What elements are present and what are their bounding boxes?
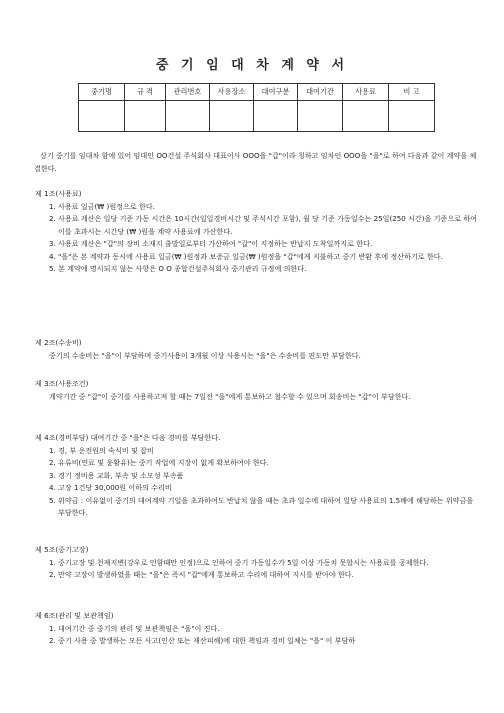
list-number: 5. bbox=[49, 264, 56, 273]
article-heading: 제 5조(중기고장) bbox=[35, 545, 89, 554]
list-item bbox=[35, 238, 480, 251]
article-2 bbox=[35, 337, 480, 362]
list-item bbox=[35, 635, 480, 648]
article-6 bbox=[35, 610, 480, 648]
list-item bbox=[35, 495, 480, 520]
table-cell[interactable] bbox=[166, 101, 210, 132]
table-header-cell: 사용료 bbox=[343, 84, 389, 101]
list-text: 본 계약에 명시되지 않는 사항은 O O 종합건설주식회사 중기관리 규정에 의한다. bbox=[58, 264, 307, 273]
table-cell[interactable] bbox=[343, 101, 389, 132]
list-item bbox=[35, 482, 480, 495]
intro-paragraph: 상기 중기를 임대차 함에 있어 임대인 OO건설 주식회사 대표이사 OOO을 "갑"이라 칭하고 임차인 OOO을 "을"로 하여 다음과 같이 계약을 체결한다. bbox=[34, 151, 477, 173]
article-1 bbox=[35, 188, 480, 276]
list-number: 1. bbox=[49, 557, 56, 567]
list-text: 고장 1건당 30,000원 이하의 수리비 bbox=[58, 483, 172, 492]
table-cell[interactable] bbox=[389, 101, 435, 132]
list-text: 사용료 계산은 일당 기준 가동 시간은 10시간(일일경비시간 및 주식시간 포함), 월 당 기준 가동일수는 25일(250 시간)을 기준으로 하여 이를 초과시는 시간당 (₩ )원을 계약 사용료에 가산한다. bbox=[58, 214, 478, 236]
list-number: 1. bbox=[49, 201, 56, 211]
list-text: 중기고장 및 천재지변(강우로 인함때만 인정)으로 인하여 중기 가동일수가 5일 이상 가동치 못할시는 사용료를 공제한다. bbox=[58, 557, 429, 567]
article-list bbox=[35, 623, 480, 648]
list-text: 대여기간 중 중기의 관리 및 보관책임은 "을"이 진다. bbox=[58, 623, 220, 633]
list-number: 4. bbox=[49, 483, 56, 492]
article-list bbox=[35, 201, 480, 276]
table-header-cell: 비 고 bbox=[389, 84, 435, 101]
list-number: 2. bbox=[49, 214, 56, 223]
list-text: "을"은 본 계약과 동시에 사용료 일금(₩ )원정과 보증금 일금(₩ )원정을 "갑"에게 지불하고 중기 반환 후에 정산하기로 한다. bbox=[58, 251, 443, 261]
list-text: 사용료 일금(₩ )원정으로 한다. bbox=[58, 201, 155, 211]
list-item bbox=[35, 557, 480, 570]
article-3 bbox=[35, 378, 480, 403]
table-header-cell: 규 격 bbox=[125, 84, 166, 101]
table-header-cell: 관리번호 bbox=[166, 84, 210, 101]
list-text: 사용료 계산은 "갑"의 장비 소재지 출발일로부터 가산하여 "갑"이 지정하는 반납지 도착일까지로 한다. bbox=[58, 239, 373, 248]
article-heading: 제 3조(사용조건) bbox=[35, 379, 89, 388]
document-title: 중 기 임 대 차 계 약 서 bbox=[155, 58, 349, 73]
table-cell[interactable] bbox=[210, 101, 254, 132]
table-header-row bbox=[79, 84, 435, 101]
list-number: 5. bbox=[49, 495, 56, 505]
list-item bbox=[35, 569, 480, 582]
list-number: 3. bbox=[49, 470, 56, 480]
list-number: 1. bbox=[49, 623, 56, 633]
table-cell[interactable] bbox=[298, 101, 343, 132]
article-list bbox=[35, 445, 480, 520]
list-item bbox=[35, 457, 480, 470]
table-header-cell: 대여구분 bbox=[254, 84, 298, 101]
table-cell[interactable] bbox=[254, 101, 298, 132]
article-heading: 제 2조(수송비) bbox=[35, 338, 82, 347]
article-heading: 제 6조(관리 및 보관책임) bbox=[35, 611, 114, 620]
article-heading: 제 4조(경비부담) 대여기간 중 "을"은 다음 경비를 부담한다. bbox=[35, 433, 221, 442]
article-5 bbox=[35, 544, 480, 582]
article-text: 중기의 수송비는 "을"이 부담하며 중기사용이 3개월 이상 사용시는 "을"은 수송비를 편도만 부담한다. bbox=[49, 350, 361, 360]
list-item bbox=[35, 445, 480, 458]
table-cell[interactable] bbox=[79, 101, 125, 132]
list-text: 만약 고장이 발생하였을 때는 "을"은 즉시 "갑"에게 통보하고 수리에 대하여 지시를 받아야 한다. bbox=[58, 570, 354, 579]
table-header-cell: 중기명 bbox=[79, 84, 125, 101]
equipment-table bbox=[78, 83, 435, 132]
list-text: 유류비(연료 및 윤활유)는 중기 작업에 지장이 없게 확보하여야 한다. bbox=[58, 458, 269, 467]
list-number: 3. bbox=[49, 239, 56, 248]
list-item bbox=[35, 263, 480, 276]
table-header-cell: 사용장소 bbox=[210, 84, 254, 101]
article-heading: 제 1조(사용료) bbox=[35, 189, 82, 198]
list-item bbox=[35, 623, 480, 636]
table-row bbox=[79, 101, 435, 132]
list-number: 2. bbox=[49, 636, 56, 645]
list-text: 위약금 : 이유없이 중기의 대여계약 기일을 초과하여도 반납치 않을 때는 초과 일수에 대하여 일당 사용료의 1.5배에 해당하는 위약금을 부담한다. bbox=[58, 495, 474, 517]
list-number: 2. bbox=[49, 458, 56, 467]
article-text: 계약기간 중 "갑"이 중기를 사용하고져 할 때는 7일전 "을"에게 통보하고 철수할 수 있으며 회송비는 "갑"이 부담한다. bbox=[49, 391, 411, 401]
list-text: 중기 사용 중 발생하는 모든 사고(인산 또는 재산피해)에 대한 책임과 경비 일체는 "을" 이 부담하 bbox=[58, 636, 356, 645]
list-number: 2. bbox=[49, 570, 56, 579]
article-4 bbox=[35, 432, 480, 520]
list-text: 경, 부 운전원의 숙식비 및 잡비 bbox=[58, 445, 154, 455]
list-text: 경기 정비용 교화, 부속 및 소모성 부속품 bbox=[58, 470, 184, 480]
article-list bbox=[35, 557, 480, 582]
list-item bbox=[35, 213, 480, 238]
list-item bbox=[35, 251, 480, 264]
table-header-cell: 대여기간 bbox=[298, 84, 343, 101]
list-item bbox=[35, 470, 480, 483]
list-number: 4. bbox=[49, 251, 56, 261]
list-item bbox=[35, 201, 480, 214]
list-number: 1. bbox=[49, 445, 56, 455]
table-cell[interactable] bbox=[125, 101, 166, 132]
